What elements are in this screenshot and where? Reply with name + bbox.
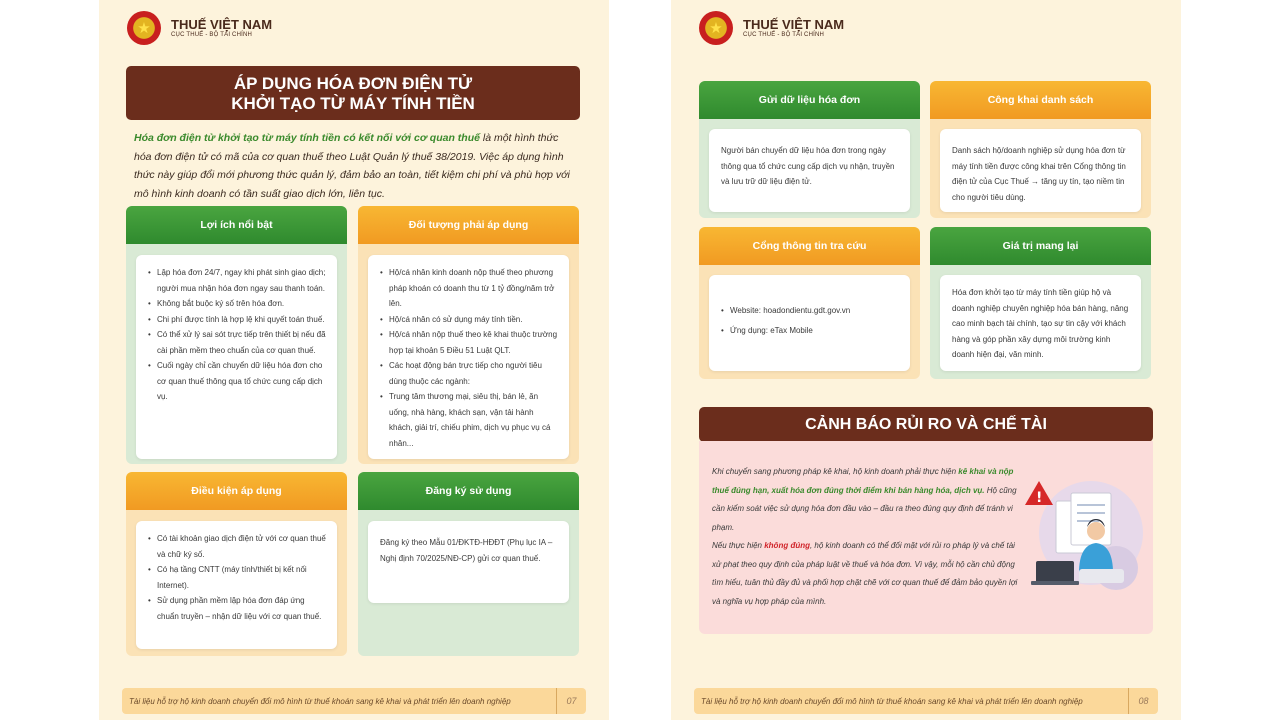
warning-paragraph-1: Khi chuyển sang phương pháp kê khai, hộ kinh doanh phải thực hiện kê khai và nộp thuế đúng hạn, xuất hóa đơn đúng thời điểm khi bán hàng hóa, dịch vụ. Hộ cũng cần kiểm soát việc sử dụng hóa đơn đầu vào – đầu ra theo đúng quy định để tránh vi phạm. [712, 467, 1017, 532]
warning-text [712, 463, 1022, 611]
list-item: • Sử dụng phần mềm lập hóa đơn đáp ứng chuẩn truyền – nhận dữ liệu với cơ quan thuế. [148, 593, 327, 624]
title-line-1: ÁP DỤNG HÓA ĐƠN ĐIỆN TỬ [233, 74, 473, 93]
list-item: • Các hoạt động bán trực tiếp cho người tiêu dùng thuộc các ngành: [380, 358, 559, 389]
send-data-text: Người bán chuyển dữ liệu hóa đơn trong ngày thông qua tổ chức cung cấp dịch vụ nhận, truyền và lưu trữ dữ liệu điện tử. [721, 146, 895, 186]
subjects-title: Đối tượng phải áp dụng [358, 206, 579, 244]
value-text: Hóa đơn khởi tạo từ máy tính tiền giúp hộ và doanh nghiệp chuyên nghiệp hóa bán hàng, nâng cao minh bạch tài chính, tạo sự tin cậy với khách hàng và góp phần xây dựng môi trường kinh doanh hiện đại, văn minh. [952, 288, 1129, 359]
subjects-body [368, 255, 569, 459]
registration-body [368, 521, 569, 603]
lookup-card [699, 227, 920, 379]
conditions-body [136, 521, 337, 649]
value-card [930, 227, 1151, 379]
brand-subtitle: CỤC THUẾ - BỘ TÀI CHÍNH [171, 31, 253, 38]
intro-text: là một hình thức hóa đơn điện tử có mã của cơ quan thuế theo Luật Quản lý thuế 38/2019. Việc áp dụng hình thức này giúp đổi mới phương thức quản lý, đảm bảo an toàn, tiết kiệm chi phí và phù hợp với mô hình kinh doanh có tần suất giao dịch lớn, liên tục. [134, 132, 570, 200]
list-item: • Chi phí được tính là hợp lệ khi quyết toán thuế. [148, 312, 327, 328]
send-data-title: Gửi dữ liệu hóa đơn [699, 81, 920, 119]
subjects-card [358, 206, 579, 464]
svg-text:!: ! [1036, 490, 1043, 506]
page-number: 08 [1128, 688, 1158, 714]
brand-name: THUẾ VIỆT NAM [171, 17, 273, 33]
lookup-title: Cổng thông tin tra cứu [699, 227, 920, 265]
value-body [940, 275, 1141, 371]
benefits-card [126, 206, 347, 464]
footer-text: Tài liệu hỗ trợ hộ kinh doanh chuyển đổi mô hình từ thuế khoán sang kê khai và phát triển lên doanh nghiệp [701, 696, 1083, 706]
footer [122, 688, 586, 714]
footer-text: Tài liệu hỗ trợ hộ kinh doanh chuyển đổi mô hình từ thuế khoán sang kê khai và phát triển lên doanh nghiệp [129, 696, 511, 706]
lookup-body [709, 275, 910, 371]
page-number: 07 [556, 688, 586, 714]
registration-text: Đăng ký theo Mẫu 01/ĐKTĐ-HĐĐT (Phụ lục IA – Nghị định 70/2025/NĐ-CP) gửi cơ quan thuế. [380, 538, 553, 563]
list-item: • Lập hóa đơn 24/7, ngay khi phát sinh giao dịch; người mua nhận hóa đơn ngay sau thanh toán. [148, 265, 327, 296]
conditions-card [126, 472, 347, 656]
page-title [126, 66, 580, 120]
value-title: Giá trị mang lại [930, 227, 1151, 265]
list-item: • Không bắt buộc ký số trên hóa đơn. [148, 296, 327, 312]
publish-list-title: Công khai danh sách [930, 81, 1151, 119]
registration-card [358, 472, 579, 656]
list-item: • Cuối ngày chỉ cần chuyển dữ liệu hóa đơn cho cơ quan thuế thông qua tổ chức cung cấp dịch vụ. [148, 358, 327, 405]
footer [694, 688, 1158, 714]
intro-highlight: Hóa đơn điện tử khởi tạo từ máy tính tiền có kết nối với cơ quan thuế [134, 132, 480, 144]
warning-illustration-icon [1021, 473, 1146, 593]
list-item: • Website: hoadondientu.gdt.gov.vn [721, 303, 900, 319]
national-emblem-icon: ★ [699, 11, 733, 45]
warning-box [699, 441, 1153, 634]
page-07 [99, 0, 609, 720]
send-data-card [699, 81, 920, 218]
registration-title: Đăng ký sử dụng [358, 472, 579, 510]
publish-list-body [940, 129, 1141, 212]
page-08 [671, 0, 1181, 720]
list-item: • Có hạ tầng CNTT (máy tính/thiết bị kết nối Internet). [148, 562, 327, 593]
list-item: • Có thể xử lý sai sót trực tiếp trên thiết bị nếu đã cài phần mềm theo chuẩn của cơ quan thuế. [148, 327, 327, 358]
list-item: • Hộ/cá nhân kinh doanh nộp thuế theo phương pháp khoán có doanh thu từ 1 tỷ đồng/năm trở lên. [380, 265, 559, 312]
list-item: • Hộ/cá nhân nộp thuế theo kê khai thuộc trường hợp tại khoản 5 Điều 51 Luật QLT. [380, 327, 559, 358]
list-item: • Có tài khoản giao dịch điện tử với cơ quan thuế và chữ ký số. [148, 531, 327, 562]
title-line-2: KHỞI TẠO TỪ MÁY TÍNH TIỀN [231, 94, 475, 113]
header [699, 11, 844, 45]
benefits-title: Lợi ích nổi bật [126, 206, 347, 244]
send-data-body [709, 129, 910, 212]
conditions-title: Điều kiện áp dụng [126, 472, 347, 510]
list-item: • Ứng dụng: eTax Mobile [721, 323, 900, 339]
benefits-body [136, 255, 337, 459]
national-emblem-icon: ★ [127, 11, 161, 45]
warning-title: CẢNH BÁO RỦI RO VÀ CHẾ TÀI [699, 407, 1153, 442]
list-item: • Trung tâm thương mại, siêu thị, bán lẻ, ăn uống, nhà hàng, khách sạn, vận tải hành khách, giải trí, chiếu phim, dịch vụ phục vụ cá nhân... [380, 389, 559, 451]
list-item: • Hộ/cá nhân có sử dụng máy tính tiền. [380, 312, 559, 328]
brand-subtitle: CỤC THUẾ - BỘ TÀI CHÍNH [743, 31, 825, 38]
publish-list-card [930, 81, 1151, 218]
publish-list-text: Danh sách hộ/doanh nghiệp sử dụng hóa đơn từ máy tính tiền được công khai trên Cổng thông tin điện tử của Cục Thuế → tăng uy tín, tạo niềm tin cho người tiêu dùng. [952, 146, 1126, 202]
warning-paragraph-2: Nếu thực hiện không đúng, hộ kinh doanh có thể đối mặt với rủi ro pháp lý và chế tài xử phạt theo quy định của pháp luật về thuế và hóa đơn. Vì vậy, mỗi hộ cần chủ động tìm hiểu, tuân thủ đầy đủ và phối hợp chặt chẽ với cơ quan thuế để đảm bảo quyền lợi và nghĩa vụ hợp pháp của mình. [712, 541, 1018, 606]
intro-paragraph [134, 129, 578, 203]
brand-name: THUẾ VIỆT NAM [743, 17, 845, 33]
header [127, 11, 272, 45]
